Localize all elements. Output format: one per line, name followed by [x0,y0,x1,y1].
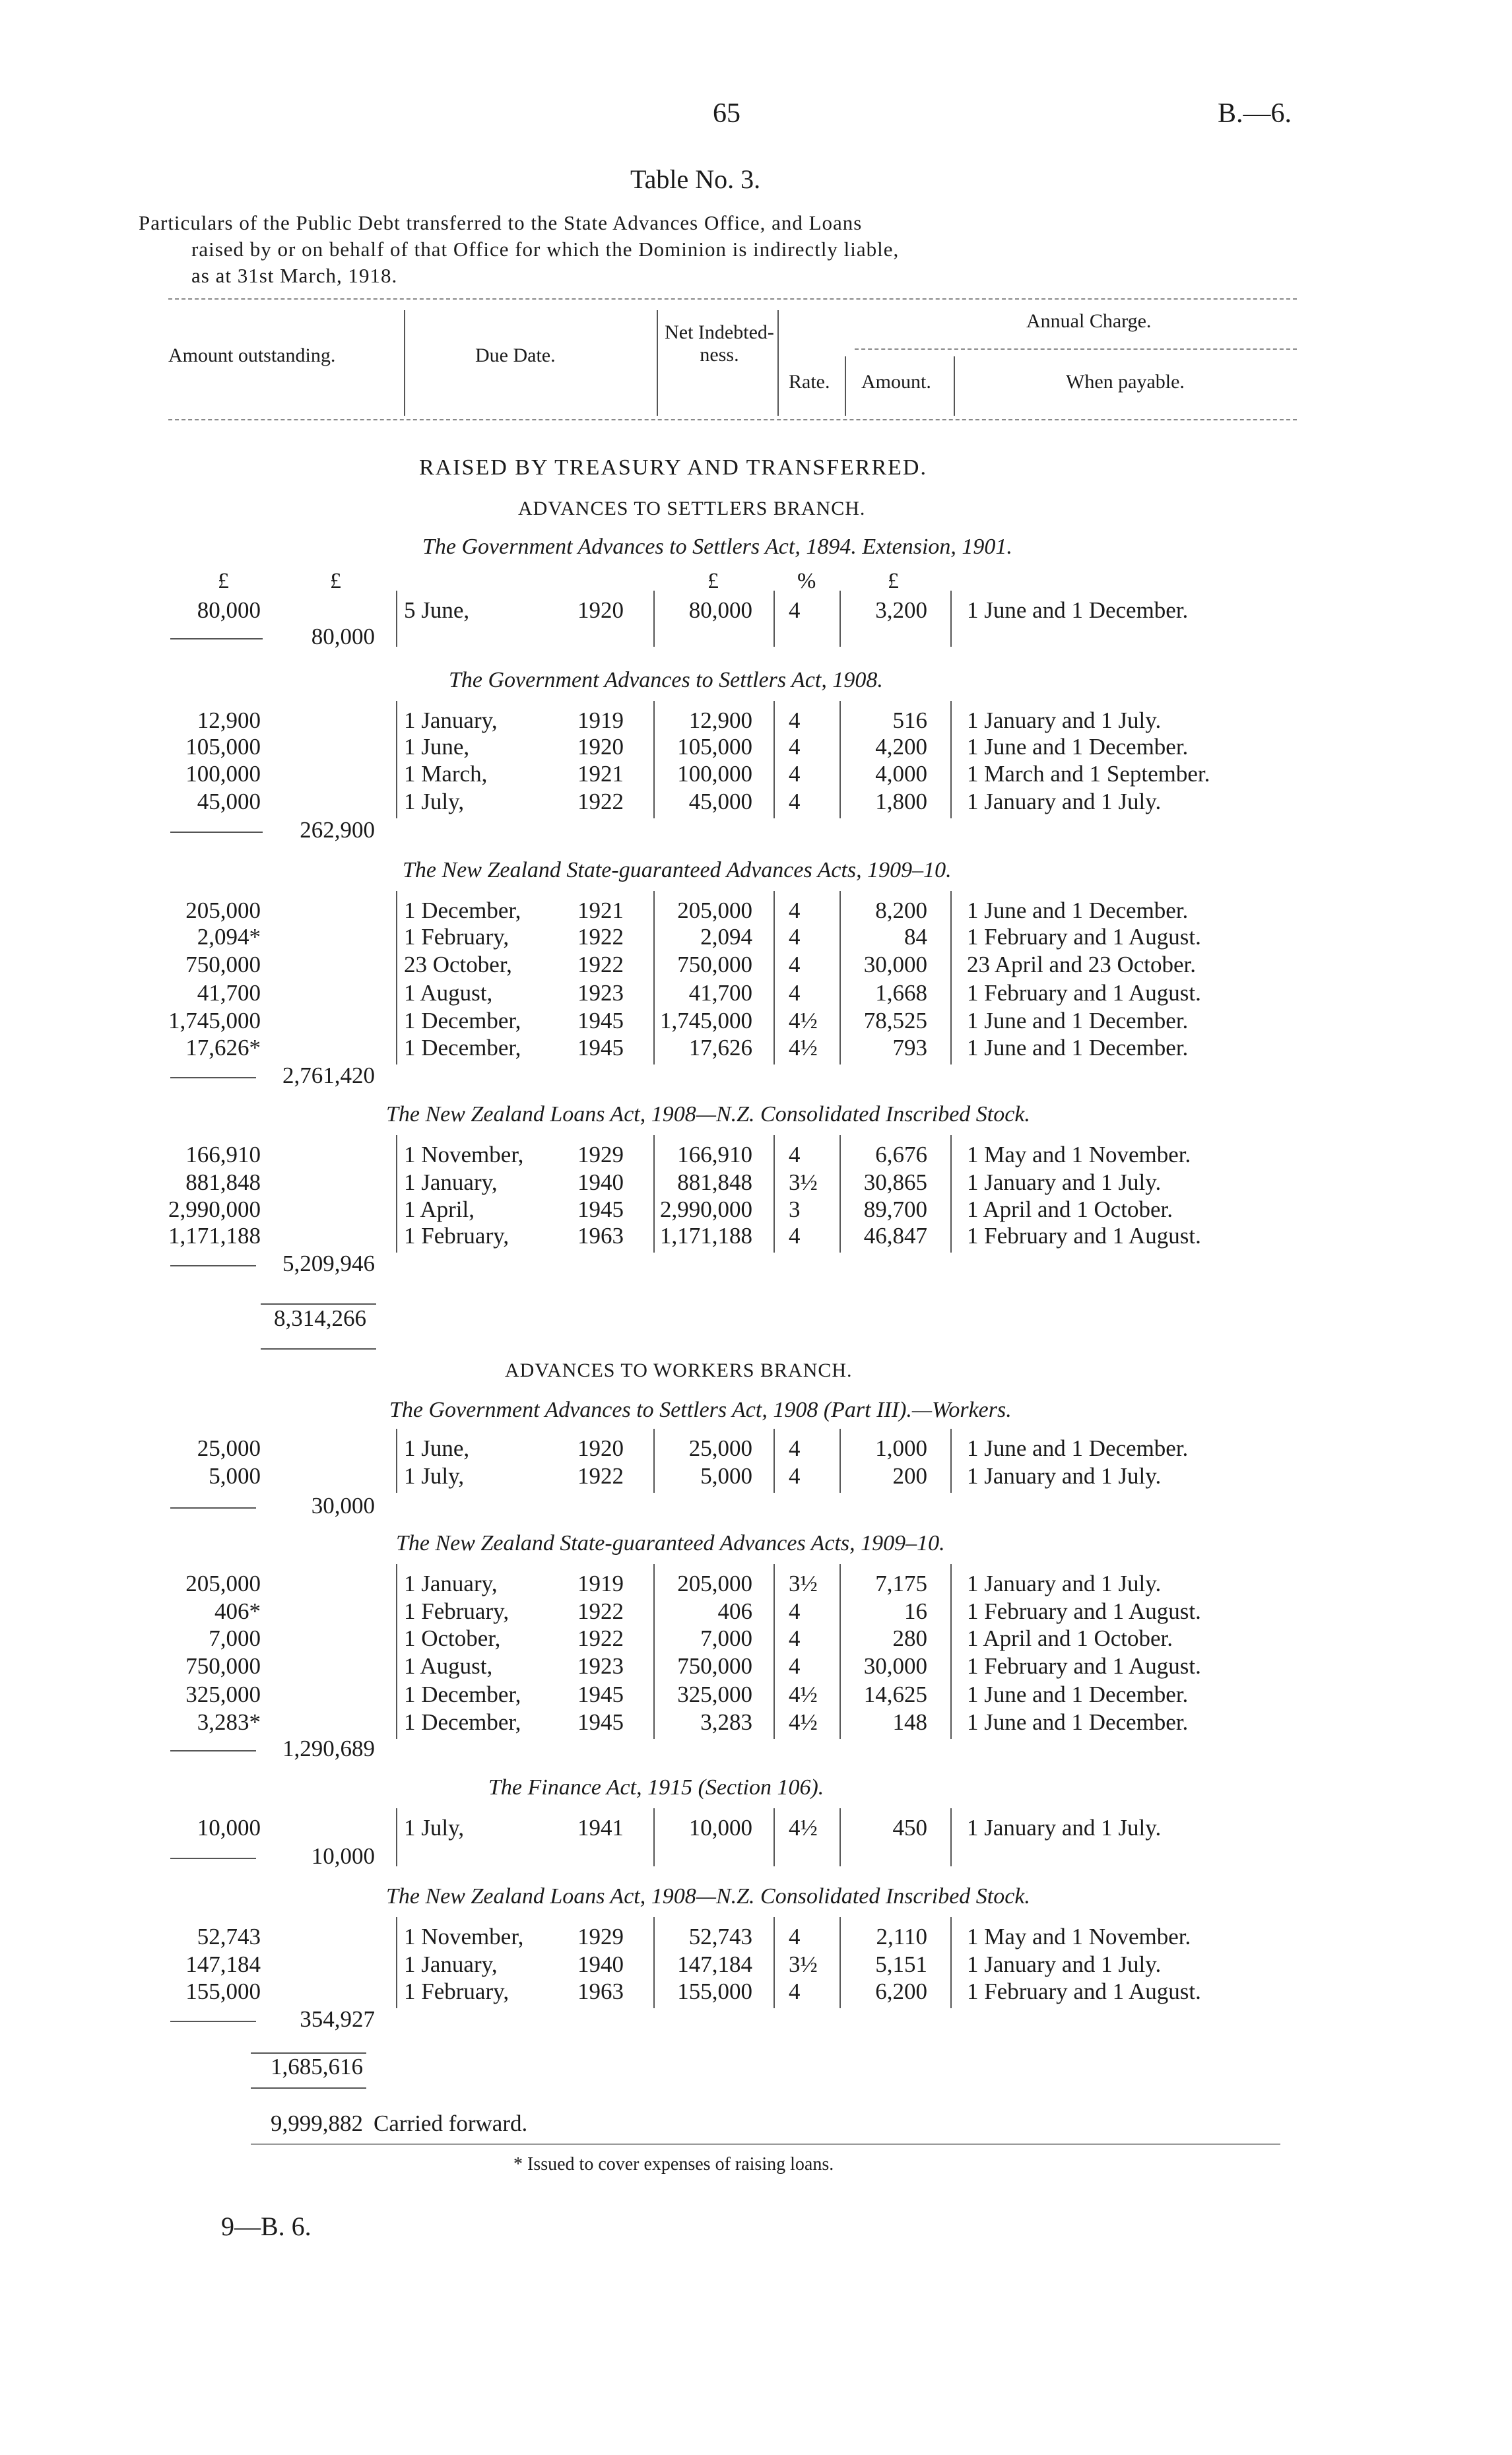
column-divider [396,591,397,647]
group-subtotal: 262,900 [300,817,375,843]
annual-amount-cell: 6,200 [875,1979,927,2004]
due-date-cell: 1 January, [404,1951,498,1977]
net-indebtedness-cell: 1,745,000 [660,1008,752,1033]
pound-symbol: £ [218,569,229,593]
rate-cell: 4½ [789,1815,818,1841]
subtotal-dash [170,1077,256,1078]
group-subtotal: 10,000 [311,1843,375,1869]
rate-cell: 4½ [789,1682,818,1707]
column-divider [839,1135,841,1253]
amount-outstanding-cell: 166,910 [185,1142,261,1167]
column-divider [773,1808,775,1866]
due-year-cell: 1945 [577,1196,624,1222]
percent-symbol: % [797,569,816,593]
due-date-cell: 1 December, [404,1709,521,1735]
pound-symbol: £ [707,569,719,593]
annual-amount-cell: 8,200 [875,898,927,923]
annual-amount-cell: 84 [904,924,927,950]
due-year-cell: 1922 [577,924,624,950]
annual-amount-cell: 200 [892,1463,927,1489]
when-payable-cell: 1 February and 1 August. [967,1653,1201,1679]
due-date-cell: 1 November, [404,1924,524,1949]
total-rule [261,1303,376,1305]
due-date-cell: 1 December, [404,1008,521,1033]
amount-outstanding-cell: 325,000 [185,1682,261,1707]
column-divider [950,701,952,818]
due-year-cell: 1920 [577,597,624,623]
rate-cell: 3½ [789,1169,818,1195]
net-indebtedness-cell: 45,000 [688,789,752,814]
description-line-2: raised by or on behalf of that Office for which the Dominion is indirectly liable, [191,238,900,261]
when-payable-cell: 1 April and 1 October. [967,1196,1173,1222]
when-payable-cell: 1 January and 1 July. [967,1463,1162,1489]
column-divider [396,1808,397,1866]
when-payable-cell: 1 February and 1 August. [967,980,1201,1006]
rate-cell: 4 [789,1223,801,1249]
when-payable-cell: 1 January and 1 July. [967,1169,1162,1195]
column-divider [773,1135,775,1253]
act-heading: The New Zealand State-guaranteed Advances Acts, 1909–10. [403,858,952,882]
column-divider [396,891,397,1064]
settlers-branch-heading: ADVANCES TO SETTLERS BRANCH. [518,498,866,519]
rate-cell: 4 [789,1435,801,1461]
rate-cell: 4 [789,789,801,814]
when-payable-cell: 1 June and 1 December. [967,597,1189,623]
amount-outstanding-cell: 2,094* [197,924,261,950]
due-date-cell: 1 October, [404,1625,501,1651]
amount-outstanding-cell: 105,000 [185,734,261,760]
due-year-cell: 1940 [577,1169,624,1195]
rate-cell: 4 [789,980,801,1006]
annual-amount-cell: 2,110 [876,1924,927,1949]
column-divider [396,1429,397,1493]
annual-charge-rule [855,348,1297,350]
carried-forward-amount: 9,999,882 [271,2111,363,2136]
due-date-cell: 1 February, [404,924,509,950]
rate-cell: 4 [789,1625,801,1651]
column-divider [396,701,397,818]
column-divider [950,1917,952,2008]
column-divider [653,1917,655,2008]
table-title: Table No. 3. [630,164,761,194]
pound-symbol: £ [330,569,341,593]
column-divider [773,591,775,647]
rate-cell: 4 [789,924,801,950]
group-subtotal: 1,290,689 [282,1736,375,1761]
annual-amount-cell: 14,625 [863,1682,927,1707]
rate-cell: 3½ [789,1951,818,1977]
rate-cell: 4 [789,761,801,787]
due-date-cell: 1 December, [404,1035,521,1061]
carried-forward-label: Carried forward. [374,2111,528,2136]
rate-cell: 4½ [789,1709,818,1735]
column-divider [950,1135,952,1253]
due-year-cell: 1945 [577,1035,624,1061]
subtotal-dash [170,2021,256,2022]
due-year-cell: 1940 [577,1951,624,1977]
due-date-cell: 1 March, [404,761,488,787]
amount-outstanding-cell: 750,000 [185,1653,261,1679]
net-indebtedness-cell: 147,184 [677,1951,752,1977]
rate-cell: 4 [789,1653,801,1679]
amount-outstanding-cell: 41,700 [197,980,261,1006]
column-divider [396,1135,397,1253]
when-payable-cell: 1 June and 1 December. [967,734,1189,760]
due-date-cell: 1 December, [404,898,521,923]
amount-outstanding-cell: 12,900 [197,707,261,733]
rate-cell: 4 [789,898,801,923]
due-date-cell: 1 June, [404,734,470,760]
closing-rule [251,2144,1280,2145]
header-divider [657,310,658,416]
net-indebtedness-cell: 205,000 [677,898,752,923]
act-heading: The New Zealand Loans Act, 1908—N.Z. Consolidated Inscribed Stock. [386,1102,1030,1127]
when-payable-cell: 1 June and 1 December. [967,898,1189,923]
due-year-cell: 1922 [577,789,624,814]
due-date-cell: 1 August, [404,1653,493,1679]
annual-amount-cell: 516 [892,707,927,733]
when-payable-cell: 1 May and 1 November. [967,1142,1191,1167]
net-indebtedness-cell: 5,000 [700,1463,752,1489]
net-indebtedness-cell: 105,000 [677,734,752,760]
due-year-cell: 1920 [577,1435,624,1461]
pound-symbol: £ [888,569,899,593]
when-payable-cell: 1 January and 1 July. [967,789,1162,814]
due-date-cell: 1 December, [404,1682,521,1707]
annual-amount-cell: 16 [904,1598,927,1624]
group-subtotal: 354,927 [300,2006,375,2032]
net-indebtedness-cell: 155,000 [677,1979,752,2004]
rate-cell: 4½ [789,1008,818,1033]
col-amount: Amount. [861,371,931,393]
when-payable-cell: 1 June and 1 December. [967,1035,1189,1061]
column-divider [653,591,655,647]
subtotal-dash [170,1265,256,1266]
due-date-cell: 1 June, [404,1435,470,1461]
act-heading: The Government Advances to Settlers Act, 1894. Extension, 1901. [422,535,1012,559]
column-divider [950,1808,952,1866]
due-year-cell: 1929 [577,1924,624,1949]
amount-outstanding-cell: 1,745,000 [168,1008,261,1033]
net-indebtedness-cell: 1,171,188 [660,1223,752,1249]
column-divider [839,1429,841,1493]
column-divider [773,1429,775,1493]
group-subtotal: 30,000 [311,1493,375,1519]
subtotal-dash [170,832,263,833]
when-payable-cell: 1 February and 1 August. [967,1598,1201,1624]
when-payable-cell: 1 January and 1 July. [967,707,1162,733]
amount-outstanding-cell: 155,000 [185,1979,261,2004]
net-indebtedness-cell: 406 [717,1598,752,1624]
column-divider [839,591,841,647]
annual-amount-cell: 7,175 [875,1571,927,1596]
due-year-cell: 1922 [577,952,624,977]
annual-amount-cell: 30,000 [863,952,927,977]
annual-amount-cell: 1,668 [875,980,927,1006]
annual-amount-cell: 46,847 [863,1223,927,1249]
column-divider [653,891,655,1064]
due-year-cell: 1929 [577,1142,624,1167]
annual-amount-cell: 6,676 [875,1142,927,1167]
column-divider [839,701,841,818]
due-date-cell: 1 February, [404,1223,509,1249]
net-indebtedness-cell: 7,000 [700,1625,752,1651]
column-divider [950,591,952,647]
group-subtotal: 2,761,420 [282,1063,375,1088]
amount-outstanding-cell: 881,848 [185,1169,261,1195]
act-heading: The Government Advances to Settlers Act, 1908. [449,668,883,692]
net-indebtedness-cell: 52,743 [688,1924,752,1949]
annual-amount-cell: 4,000 [875,761,927,787]
workers-total: 1,685,616 [271,2054,363,2079]
amount-outstanding-cell: 100,000 [185,761,261,787]
when-payable-cell: 1 April and 1 October. [967,1625,1173,1651]
rate-cell: 4 [789,1598,801,1624]
due-year-cell: 1922 [577,1463,624,1489]
group-subtotal: 80,000 [311,624,375,649]
due-date-cell: 1 November, [404,1142,524,1167]
column-divider [773,1564,775,1739]
due-date-cell: 1 February, [404,1598,509,1624]
annual-amount-cell: 1,000 [875,1435,927,1461]
act-heading: The Government Advances to Settlers Act, 1908 (Part III).—Workers. [389,1398,1012,1422]
rate-cell: 4 [789,1142,801,1167]
due-year-cell: 1941 [577,1815,624,1841]
col-rate: Rate. [789,371,830,393]
net-indebtedness-cell: 750,000 [677,1653,752,1679]
due-date-cell: 1 August, [404,980,493,1006]
amount-outstanding-cell: 147,184 [185,1951,261,1977]
due-year-cell: 1922 [577,1598,624,1624]
description-line-3: as at 31st March, 1918. [191,264,398,287]
column-divider [396,1564,397,1739]
annual-amount-cell: 4,200 [875,734,927,760]
due-date-cell: 1 January, [404,707,498,733]
rate-cell: 4 [789,707,801,733]
column-divider [950,1429,952,1493]
net-indebtedness-cell: 17,626 [688,1035,752,1061]
annual-amount-cell: 793 [892,1035,927,1061]
column-divider [653,701,655,818]
header-divider [777,310,779,416]
col-net-indebtedness: Net Indebted-ness. [665,321,774,366]
annual-amount-cell: 3,200 [875,597,927,623]
due-date-cell: 1 July, [404,1815,465,1841]
due-year-cell: 1945 [577,1008,624,1033]
annual-amount-cell: 30,865 [863,1169,927,1195]
amount-outstanding-cell: 2,990,000 [168,1196,261,1222]
net-indebtedness-cell: 881,848 [677,1169,752,1195]
net-indebtedness-cell: 25,000 [688,1435,752,1461]
column-divider [653,1564,655,1739]
column-divider [839,1917,841,2008]
net-indebtedness-cell: 41,700 [688,980,752,1006]
subtotal-dash [170,1858,256,1859]
when-payable-cell: 1 March and 1 September. [967,761,1210,787]
subtotal-dash [170,638,263,639]
main-heading: RAISED BY TREASURY AND TRANSFERRED. [419,455,927,480]
due-date-cell: 1 January, [404,1169,498,1195]
header-top-rule [168,298,1297,300]
column-divider [396,1917,397,2008]
annual-amount-cell: 280 [892,1625,927,1651]
page-number: 65 [713,98,740,129]
due-year-cell: 1921 [577,761,624,787]
rate-cell: 3 [789,1196,801,1222]
signature-mark: 9—B. 6. [221,2211,312,2241]
due-year-cell: 1919 [577,1571,624,1596]
amount-outstanding-cell: 1,171,188 [168,1223,261,1249]
total-rule [261,1348,376,1350]
rate-cell: 4 [789,1924,801,1949]
amount-outstanding-cell: 80,000 [197,597,261,623]
column-divider [653,1429,655,1493]
net-indebtedness-cell: 80,000 [688,597,752,623]
amount-outstanding-cell: 52,743 [197,1924,261,1949]
column-divider [839,1564,841,1739]
workers-branch-heading: ADVANCES TO WORKERS BRANCH. [505,1359,853,1381]
subtotal-dash [170,1750,256,1751]
when-payable-cell: 23 April and 23 October. [967,952,1197,977]
annual-amount-cell: 30,000 [863,1653,927,1679]
net-indebtedness-cell: 2,990,000 [660,1196,752,1222]
footnote: * Issued to cover expenses of raising loans. [513,2154,834,2175]
amount-outstanding-cell: 45,000 [197,789,261,814]
due-date-cell: 1 February, [404,1979,509,2004]
due-year-cell: 1919 [577,707,624,733]
total-rule [251,2087,366,2089]
col-annual-charge: Annual Charge. [1026,310,1152,332]
column-divider [839,891,841,1064]
net-indebtedness-cell: 10,000 [688,1815,752,1841]
due-date-cell: 1 July, [404,789,465,814]
act-heading: The New Zealand Loans Act, 1908—N.Z. Consolidated Inscribed Stock. [386,1884,1030,1909]
when-payable-cell: 1 January and 1 July. [967,1951,1162,1977]
annual-amount-cell: 5,151 [875,1951,927,1977]
when-payable-cell: 1 January and 1 July. [967,1815,1162,1841]
amount-outstanding-cell: 10,000 [197,1815,261,1841]
annual-amount-cell: 148 [892,1709,927,1735]
act-heading: The New Zealand State-guaranteed Advances Acts, 1909–10. [396,1531,945,1555]
due-date-cell: 1 January, [404,1571,498,1596]
column-divider [950,1564,952,1739]
amount-outstanding-cell: 406* [214,1598,261,1624]
group-subtotal: 5,209,946 [282,1251,375,1276]
net-indebtedness-cell: 166,910 [677,1142,752,1167]
due-year-cell: 1963 [577,1979,624,2004]
due-year-cell: 1963 [577,1223,624,1249]
rate-cell: 3½ [789,1571,818,1596]
column-divider [773,701,775,818]
due-year-cell: 1945 [577,1682,624,1707]
col-due-date: Due Date. [475,344,556,366]
when-payable-cell: 1 June and 1 December. [967,1682,1189,1707]
subtotal-dash [170,1507,256,1509]
due-year-cell: 1921 [577,898,624,923]
amount-outstanding-cell: 3,283* [197,1709,261,1735]
when-payable-cell: 1 June and 1 December. [967,1709,1189,1735]
due-year-cell: 1945 [577,1709,624,1735]
due-year-cell: 1922 [577,1625,624,1651]
when-payable-cell: 1 January and 1 July. [967,1571,1162,1596]
due-year-cell: 1920 [577,734,624,760]
net-indebtedness-cell: 2,094 [700,924,752,950]
amount-outstanding-cell: 5,000 [209,1463,261,1489]
annual-amount-cell: 89,700 [863,1196,927,1222]
annual-amount-cell: 78,525 [863,1008,927,1033]
column-divider [950,891,952,1064]
header-bottom-rule [168,419,1297,420]
net-indebtedness-cell: 3,283 [700,1709,752,1735]
col-amount-outstanding: Amount outstanding. [168,344,336,366]
header-divider [954,356,955,416]
rate-cell: 4 [789,952,801,977]
annual-amount-cell: 1,800 [875,789,927,814]
when-payable-cell: 1 June and 1 December. [967,1435,1189,1461]
annual-amount-cell: 450 [892,1815,927,1841]
rate-cell: 4 [789,597,801,623]
due-date-cell: 1 July, [404,1463,465,1489]
settlers-total: 8,314,266 [274,1305,366,1331]
header-divider [845,356,846,416]
amount-outstanding-cell: 750,000 [185,952,261,977]
amount-outstanding-cell: 205,000 [185,898,261,923]
amount-outstanding-cell: 205,000 [185,1571,261,1596]
due-date-cell: 1 April, [404,1196,475,1222]
rate-cell: 4 [789,1979,801,2004]
net-indebtedness-cell: 325,000 [677,1682,752,1707]
due-date-cell: 5 June, [404,597,470,623]
column-divider [773,1917,775,2008]
rate-cell: 4 [789,1463,801,1489]
act-heading: The Finance Act, 1915 (Section 106). [488,1775,824,1800]
description-line-1: Particulars of the Public Debt transferred to the State Advances Office, and Loans [139,211,863,234]
when-payable-cell: 1 May and 1 November. [967,1924,1191,1949]
when-payable-cell: 1 February and 1 August. [967,1979,1201,2004]
due-date-cell: 23 October, [404,952,512,977]
col-when-payable: When payable. [1066,371,1185,393]
net-indebtedness-cell: 100,000 [677,761,752,787]
amount-outstanding-cell: 17,626* [185,1035,261,1061]
when-payable-cell: 1 February and 1 August. [967,924,1201,950]
net-indebtedness-cell: 205,000 [677,1571,752,1596]
rate-cell: 4 [789,734,801,760]
net-indebtedness-cell: 12,900 [688,707,752,733]
rate-cell: 4½ [789,1035,818,1061]
amount-outstanding-cell: 25,000 [197,1435,261,1461]
header-divider [404,310,405,416]
amount-outstanding-cell: 7,000 [209,1625,261,1651]
column-divider [773,891,775,1064]
when-payable-cell: 1 June and 1 December. [967,1008,1189,1033]
due-year-cell: 1923 [577,1653,624,1679]
due-year-cell: 1923 [577,980,624,1006]
column-divider [839,1808,841,1866]
when-payable-cell: 1 February and 1 August. [967,1223,1201,1249]
net-indebtedness-cell: 750,000 [677,952,752,977]
column-divider [653,1808,655,1866]
document-reference: B.—6. [1218,98,1292,129]
column-divider [653,1135,655,1253]
